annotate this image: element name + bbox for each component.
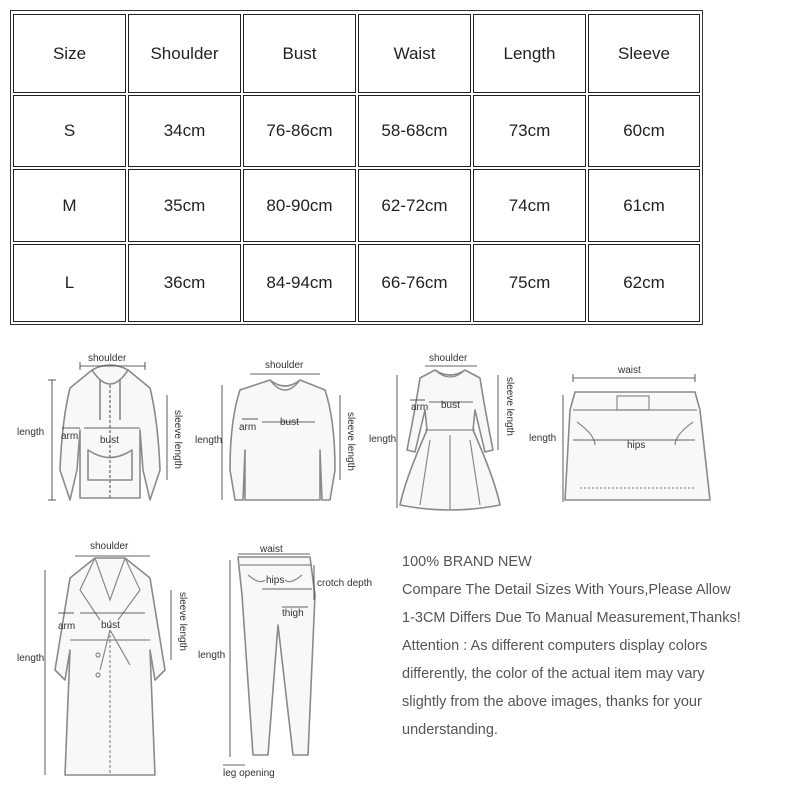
notes-line: slightly from the above images, thanks for your: [402, 694, 702, 710]
pants-diagram: [190, 535, 390, 800]
table-header-cell: Bust: [243, 14, 356, 93]
hoodie-diagram: [0, 340, 200, 520]
table-cell: 34cm: [128, 95, 241, 167]
label-crotch-depth: crotch depth: [317, 578, 373, 589]
label-sleeve-length: sleeve length: [172, 410, 183, 469]
label-shoulder: shoulder: [429, 353, 468, 364]
label-sleeve-length: sleeve length: [345, 412, 356, 471]
table-cell: 75cm: [473, 244, 586, 322]
table-header-cell: Size: [13, 14, 126, 93]
label-arm: arm: [61, 431, 79, 442]
table-cell: M: [13, 169, 126, 242]
notes-line: Attention : As different computers display colors: [402, 638, 708, 654]
label-arm: arm: [411, 402, 429, 413]
label-bust: bust: [280, 417, 299, 428]
label-hips: hips: [627, 440, 646, 451]
table-header-cell: Shoulder: [128, 14, 241, 93]
label-sleeve-length: sleeve length: [504, 377, 515, 436]
label-hips: hips: [266, 575, 285, 586]
label-arm: arm: [58, 621, 76, 632]
label-length: length: [17, 653, 45, 664]
label-length: length: [198, 650, 226, 661]
coat-illustration: [0, 530, 200, 800]
label-length: length: [17, 427, 45, 438]
table-cell: 84-94cm: [243, 244, 356, 322]
table-cell: 36cm: [128, 244, 241, 322]
notes-line: understanding.: [402, 722, 498, 738]
label-length: length: [195, 435, 223, 446]
product-notes: [402, 548, 797, 744]
table-cell: S: [13, 95, 126, 167]
table-cell: 61cm: [588, 169, 700, 242]
table-cell: 62cm: [588, 244, 700, 322]
table-cell: L: [13, 244, 126, 322]
coat-diagram: [0, 530, 200, 800]
table-cell: 62-72cm: [358, 169, 471, 242]
table-cell: 58-68cm: [358, 95, 471, 167]
notes-line: differently, the color of the actual item may vary: [402, 666, 705, 682]
table-cell: 35cm: [128, 169, 241, 242]
table-cell: 74cm: [473, 169, 586, 242]
notes-line: Compare The Detail Sizes With Yours,Please Allow: [402, 582, 731, 598]
table-header-cell: Length: [473, 14, 586, 93]
sweater-diagram: [190, 340, 370, 520]
label-bust: bust: [100, 435, 119, 446]
label-length: length: [529, 433, 557, 444]
table-header-cell: Sleeve: [588, 14, 700, 93]
label-thigh: thigh: [282, 608, 304, 619]
label-bust: bust: [441, 400, 460, 411]
label-bust: bust: [101, 620, 120, 631]
table-cell: 76-86cm: [243, 95, 356, 167]
label-sleeve-length: sleeve length: [177, 592, 188, 651]
label-arm: arm: [239, 422, 257, 433]
label-leg-opening: leg opening: [223, 768, 275, 779]
pants-illustration: [190, 535, 390, 800]
table-cell: 80-90cm: [243, 169, 356, 242]
dress-diagram: [365, 340, 530, 520]
label-shoulder: shoulder: [88, 353, 127, 364]
table-cell: 73cm: [473, 95, 586, 167]
label-waist: waist: [260, 544, 283, 555]
notes-line: 1-3CM Differs Due To Manual Measurement,Thanks!: [402, 610, 741, 626]
label-shoulder: shoulder: [265, 360, 304, 371]
table-cell: 66-76cm: [358, 244, 471, 322]
notes-line: 100% BRAND NEW: [402, 554, 532, 570]
label-waist: waist: [618, 365, 641, 376]
label-shoulder: shoulder: [90, 541, 129, 552]
skirt-diagram: [525, 340, 725, 520]
table-cell: 60cm: [588, 95, 700, 167]
table-header-cell: Waist: [358, 14, 471, 93]
label-length: length: [369, 434, 397, 445]
